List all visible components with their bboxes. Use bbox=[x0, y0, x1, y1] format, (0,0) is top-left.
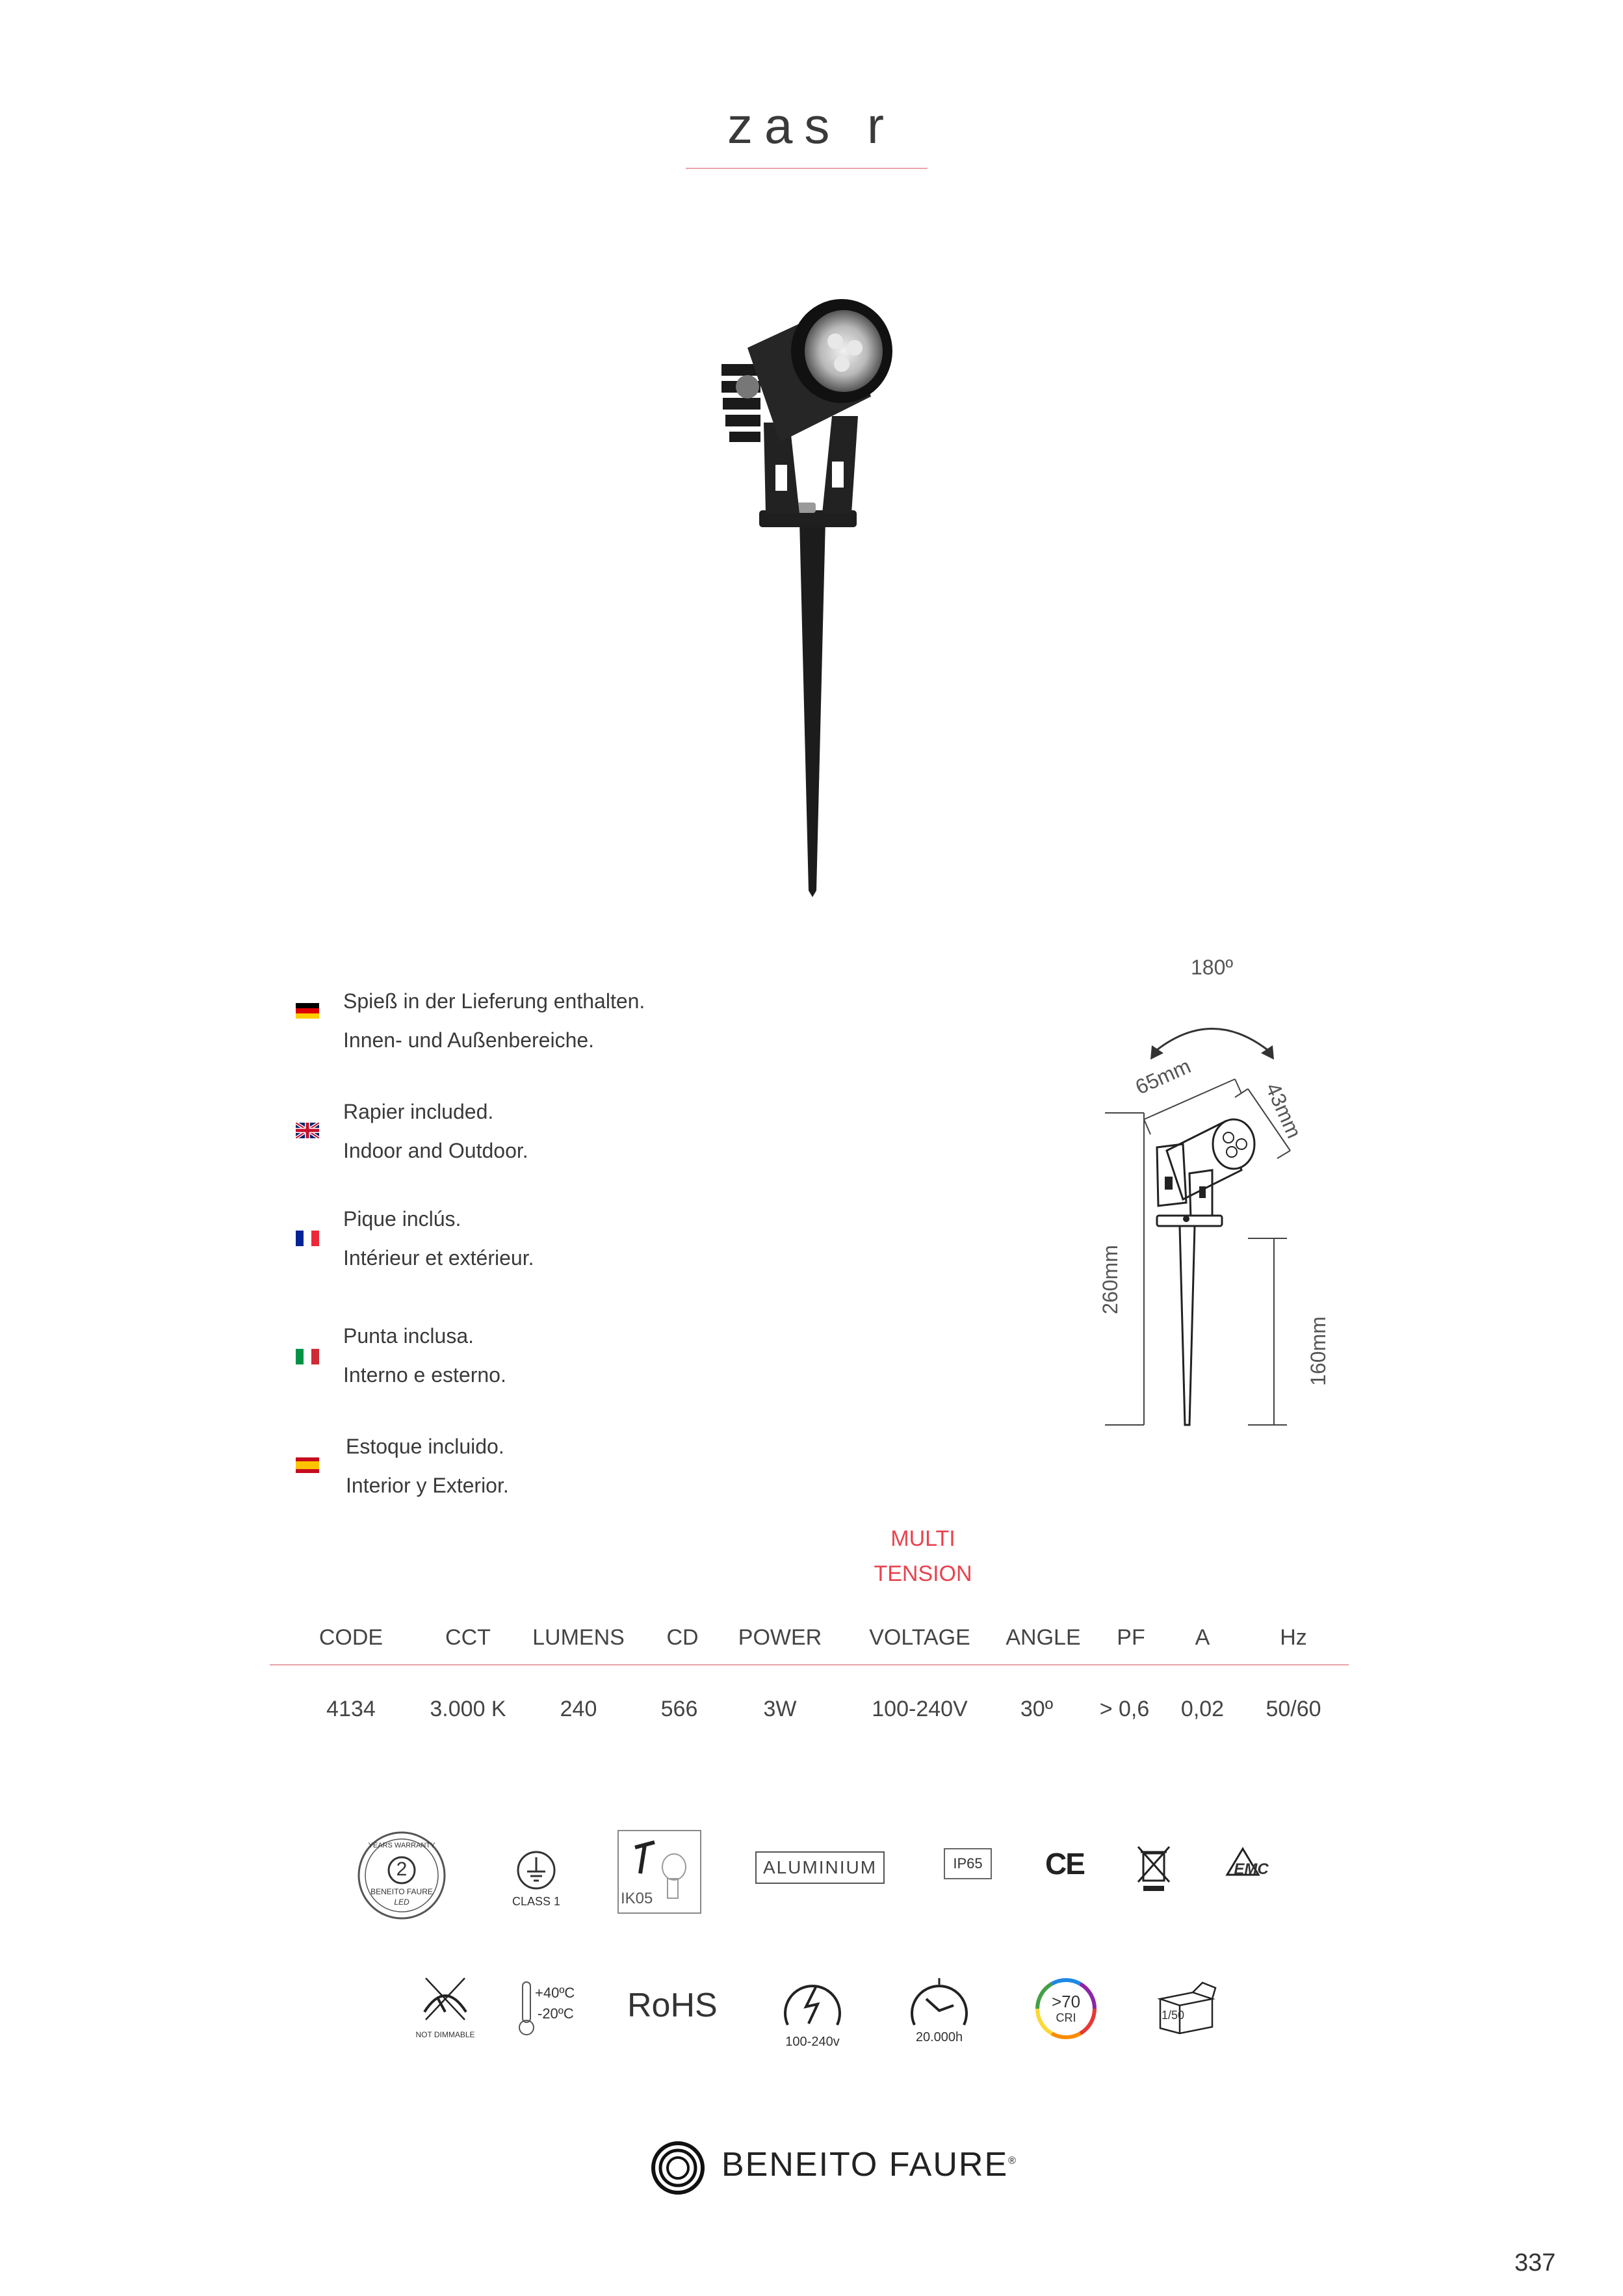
lang-block-it bbox=[296, 1316, 816, 1394]
warranty-badge-icon bbox=[356, 1830, 447, 1921]
warranty-years: 2 bbox=[396, 1859, 408, 1880]
lightning-dial-icon bbox=[780, 1973, 845, 2031]
lang-text-line2: Intérieur et extérieur. bbox=[343, 1246, 534, 1270]
lang-text-line1: Rapier included. bbox=[343, 1100, 494, 1123]
weee-bin-icon bbox=[1134, 1843, 1173, 1895]
lang-text-line1: Estoque incluido. bbox=[346, 1435, 504, 1458]
warranty-text: YEARS WARRANTY bbox=[368, 1842, 435, 1849]
box-icon bbox=[1154, 1976, 1219, 2035]
flag-uk-icon bbox=[296, 1123, 319, 1138]
emc-label: EMC bbox=[1234, 1860, 1269, 1878]
product-image bbox=[708, 286, 916, 897]
ik05-label: IK05 bbox=[621, 1890, 653, 1907]
temp-min-label: -20ºC bbox=[538, 2005, 574, 2022]
ce-mark-icon: CE bbox=[1045, 1847, 1084, 1881]
table-cell-cd: 566 bbox=[660, 1697, 698, 1721]
table-cell-voltage: 100-240V bbox=[872, 1697, 968, 1721]
title-underline bbox=[686, 168, 928, 169]
warranty-brand: BENEITO FAURE bbox=[370, 1887, 433, 1896]
page-number: 337 bbox=[1514, 2249, 1556, 2276]
diameter-label: 43mm bbox=[1261, 1079, 1306, 1142]
package-label: 1/50 bbox=[1162, 2009, 1185, 2022]
table-header-voltage: VOLTAGE bbox=[869, 1625, 970, 1650]
multi-label: MULTI bbox=[890, 1526, 955, 1551]
table-cell-lumens: 240 bbox=[560, 1697, 597, 1721]
table-cell-cct: 3.000 K bbox=[430, 1697, 506, 1721]
lifetime-icon bbox=[900, 1973, 978, 2051]
class1-label: CLASS 1 bbox=[512, 1895, 561, 1908]
voltage-icon bbox=[773, 1973, 851, 2051]
rohs-label: RoHS bbox=[627, 1987, 718, 2024]
aluminium-label: ALUMINIUM bbox=[762, 1857, 877, 1877]
warranty-led: LED bbox=[394, 1898, 409, 1907]
table-header-power: POWER bbox=[738, 1625, 822, 1650]
brand-registered-mark: ® bbox=[1008, 2155, 1017, 2167]
aluminium-badge bbox=[755, 1851, 885, 1884]
table-cell-power: 3W bbox=[763, 1697, 797, 1721]
class1-icon bbox=[500, 1849, 572, 1908]
table-header-a: A bbox=[1195, 1625, 1210, 1650]
lang-block-de bbox=[296, 982, 816, 1060]
multi-tension-label bbox=[832, 1521, 1014, 1591]
cri-icon bbox=[1033, 1976, 1098, 2041]
lang-text-line1: Pique inclús. bbox=[343, 1207, 461, 1231]
table-header-code: CODE bbox=[318, 1625, 383, 1650]
table-divider bbox=[270, 1664, 1349, 1665]
ip65-badge bbox=[944, 1848, 992, 1879]
flag-germany-icon bbox=[296, 1003, 319, 1019]
ip65-label: IP65 bbox=[953, 1855, 983, 1872]
lang-block-fr bbox=[296, 1199, 816, 1277]
clock-dial-icon bbox=[907, 1973, 972, 2031]
voltage-label: 100-240v bbox=[785, 2035, 840, 2049]
brand-name-text: BENEITO FAURE bbox=[721, 2146, 1009, 2184]
not-dimmable-icon bbox=[406, 1973, 484, 2044]
table-cell-hz: 50/60 bbox=[1266, 1697, 1321, 1721]
table-cell-angle: 30º bbox=[1020, 1697, 1054, 1721]
lang-block-es bbox=[296, 1427, 816, 1505]
lang-text-line2: Interior y Exterior. bbox=[346, 1474, 509, 1497]
table-header-pf: PF bbox=[1117, 1625, 1145, 1650]
total-height-label: 260mm bbox=[1098, 1245, 1122, 1314]
tension-label: TENSION bbox=[874, 1561, 972, 1586]
lang-text-line2: Indoor and Outdoor. bbox=[343, 1139, 528, 1162]
dimension-drawing bbox=[1053, 956, 1391, 1463]
rotation-label: 180º bbox=[1191, 956, 1234, 979]
not-dimmable-label: NOT DIMMABLE bbox=[415, 2030, 475, 2039]
table-header-cd: CD bbox=[666, 1625, 699, 1650]
cri-label: CRI bbox=[1056, 2011, 1076, 2024]
lang-text-line1: Spieß in der Lieferung enthalten. bbox=[343, 989, 645, 1013]
temperature-icon bbox=[517, 1979, 588, 2038]
lifetime-label: 20.000h bbox=[915, 2030, 963, 2044]
brand-name bbox=[721, 2145, 1017, 2184]
flag-france-icon bbox=[296, 1231, 319, 1246]
thermometer-icon bbox=[517, 1979, 536, 2038]
table-header-angle: ANGLE bbox=[1006, 1625, 1081, 1650]
spike-height-label: 160mm bbox=[1306, 1316, 1330, 1386]
lang-text-line2: Innen- und Außenbereiche. bbox=[343, 1028, 595, 1052]
table-header-cct: CCT bbox=[445, 1625, 491, 1650]
table-cell-code: 4134 bbox=[326, 1697, 376, 1721]
package-icon bbox=[1154, 1976, 1219, 2035]
table-header-lumens: LUMENS bbox=[532, 1625, 625, 1650]
cri-value: >70 bbox=[1051, 1992, 1081, 2011]
dimension-diagram bbox=[1053, 956, 1391, 1463]
brand-logo-icon bbox=[650, 2140, 706, 2196]
temp-max-label: +40ºC bbox=[535, 1985, 575, 2001]
table-cell-a: 0,02 bbox=[1180, 1697, 1225, 1721]
lang-text-line2: Interno e esterno. bbox=[343, 1363, 506, 1387]
width-label: 65mm bbox=[1132, 1054, 1195, 1099]
emc-icon bbox=[1222, 1846, 1274, 1885]
flag-italy-icon bbox=[296, 1349, 319, 1364]
flag-spain-icon bbox=[296, 1457, 319, 1473]
lang-text-line1: Punta inclusa. bbox=[343, 1324, 474, 1348]
lang-block-gb bbox=[296, 1092, 816, 1170]
table-cell-pf: > 0,6 bbox=[1099, 1697, 1150, 1721]
crossed-bin-icon bbox=[1134, 1843, 1173, 1895]
dimmer-crossed-icon bbox=[419, 1973, 471, 2025]
table-header-hz: Hz bbox=[1280, 1625, 1307, 1650]
page-title: zas r bbox=[727, 97, 896, 154]
earth-ground-icon bbox=[515, 1849, 557, 1891]
ik05-icon bbox=[617, 1830, 701, 1914]
